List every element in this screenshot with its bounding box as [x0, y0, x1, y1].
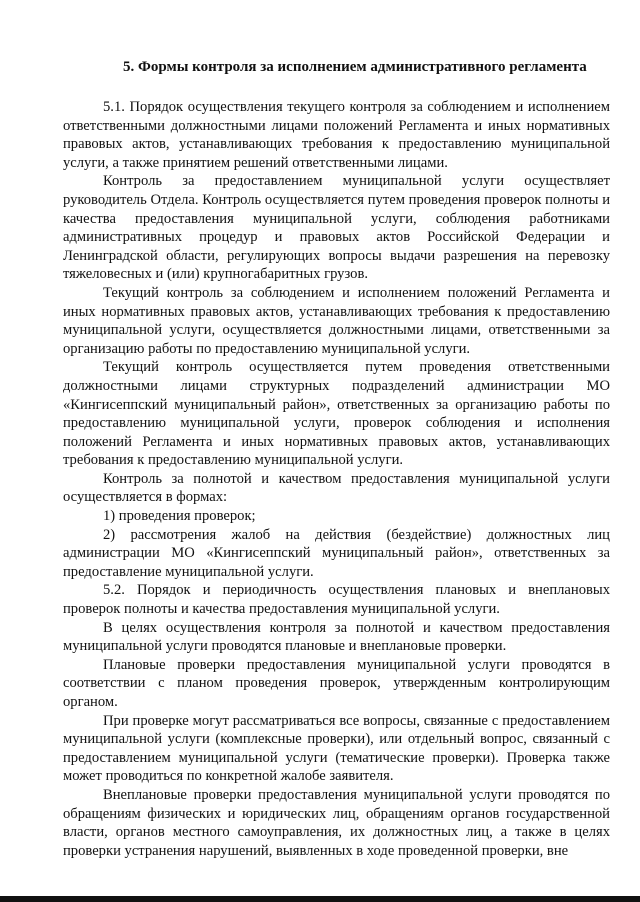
paragraph: В целях осуществления контроля за полнотой и качеством предоставления муниципальной услуги проводятся плановые и внеплановые проверки.: [63, 619, 610, 655]
paragraph: Текущий контроль осуществляется путем проведения ответственными должностными лицами структурных подразделений администрации МО «Кингисеппский муниципальный район», ответственных за организацию работы по предоставлению муниципальной услуги, проверок соблюдения и исполнения положений Регламента и иных нормативных правовых актов, устанавливающих требования к предоставлению муниципальной услуги.: [63, 359, 610, 469]
paragraph: Контроль за предоставлением муниципальной услуги осуществляет руководитель Отдела. Контроль осуществляется путем проведения проверок полноты и качества предоставления муниципальной услуги, соблюдения работниками административных процедур и правовых актов Российской Федерации и Ленинградской области, регулирующих вопросы выдачи разрешения на перевозку тяжеловесных и (или) крупногабаритных грузов.: [63, 173, 610, 283]
paragraph: Плановые проверки предоставления муниципальной услуги проводятся в соответствии с планом проведения проверок, утвержденным контролирующим органом.: [63, 656, 610, 710]
paragraph: Контроль за полнотой и качеством предоставления муниципальной услуги осуществляется в формах:: [63, 470, 610, 506]
list-item: 1) проведения проверок;: [103, 508, 256, 525]
paragraph: При проверке могут рассматриваться все вопросы, связанные с предоставлением муниципальной услуги (комплексные проверки), или отдельный вопрос, связанный с предоставлением муниципальной услуги (тематические проверки). Проверка также может проводиться по конкретной жалобе заявителя.: [63, 712, 610, 785]
paragraph: 5.2. Порядок и периодичность осуществления плановых и внеплановых проверок полноты и качества предоставления муниципальной услуги.: [63, 582, 610, 618]
paragraph: 5.1. Порядок осуществления текущего контроля за соблюдением и исполнением ответственными должностными лицами положений Регламента и иных нормативных правовых актов, устанавливающих требования к предоставлению муниципальной услуги, а также принятием решений ответственными лицами.: [63, 99, 610, 171]
list-item: 2) рассмотрения жалоб на действия (бездействие) должностных лиц администрации МО «Кингисеппский муниципальный район», ответственных за предоставление муниципальной услуги.: [63, 526, 610, 580]
paragraph: Внеплановые проверки предоставления муниципальной услуги проводятся по обращениям физических и юридических лиц, обращениям органов государственной власти, органов местного самоуправления, их должностных лиц, а также в целях проверки устранения нарушений, выявленных в ходе проведенной проверки, вне: [63, 786, 610, 859]
paragraph: Текущий контроль за соблюдением и исполнением положений Регламента и иных нормативных правовых актов, устанавливающих требования к предоставлению муниципальной услуги, осуществляется должностными лицами, ответственными за организацию работы по предоставлению муниципальной услуги.: [63, 284, 610, 357]
document-body: [63, 98, 610, 860]
section-heading: 5. Формы контроля за исполнением административного регламента: [123, 59, 587, 75]
scan-bottom-edge: [0, 896, 640, 902]
